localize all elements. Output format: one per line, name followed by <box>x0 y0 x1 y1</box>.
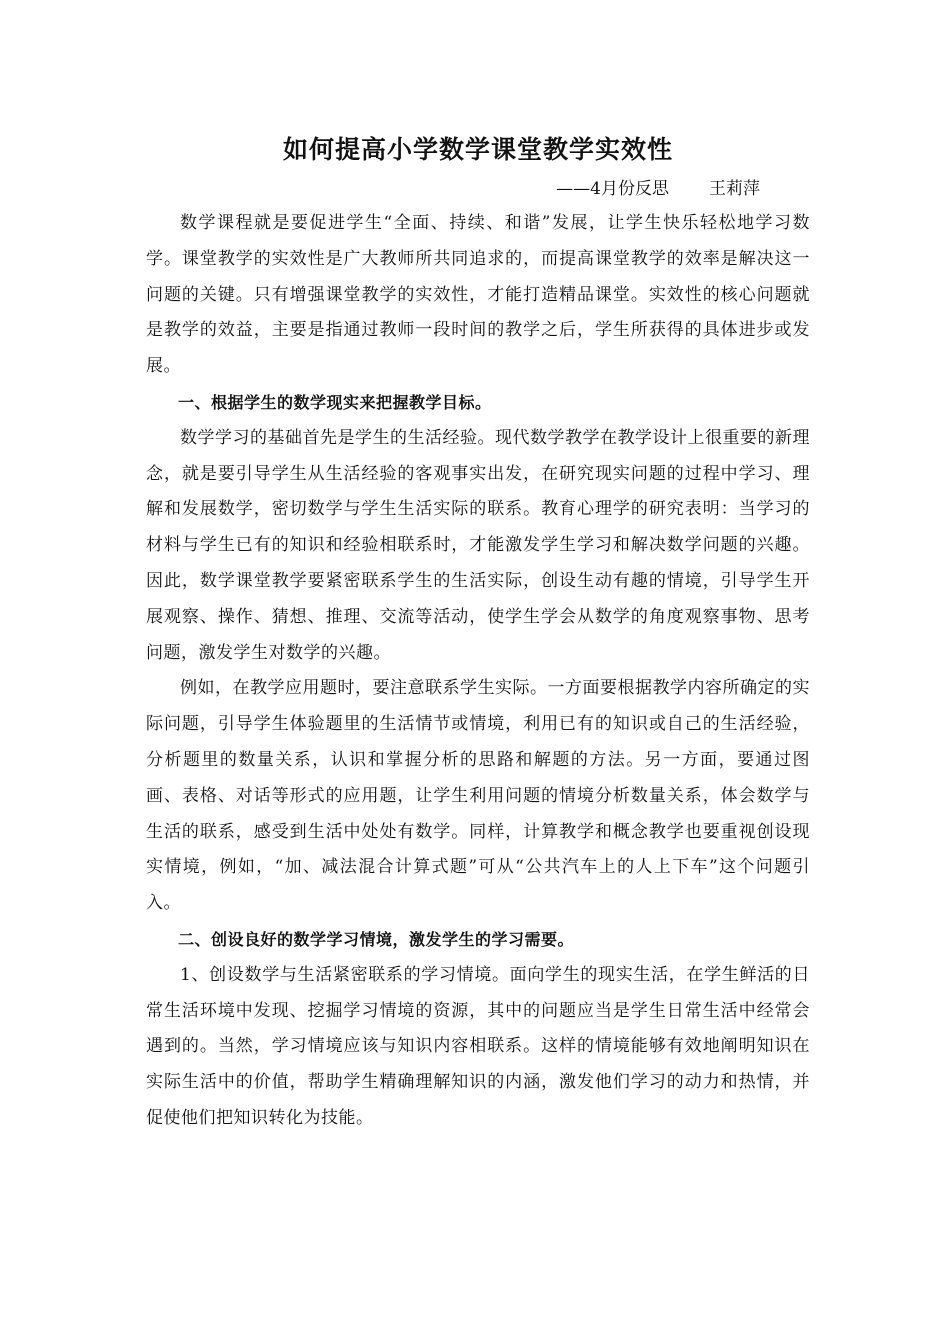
paragraph-section1-a: 数学学习的基础首先是学生的生活经验。现代数学教学在教学设计上很重要的新理念，就是要引导学生从生活经验的客观事实出发，在研究现实问题的过程中学习、理解和发展数学，密切数学与学生生活实际的联系。教育心理学的研究表明：当学习的材料与学生已有的知识和经验相联系时，才能激发学生学习和解决数学问题的兴趣。因此，数学课堂教学要紧密联系学生的生活实际，创设生动有趣的情境，引导学生开展观察、操作、猜想、推理、交流等活动，使学生学会从数学的角度观察事物、思考问题，激发学生对数学的兴趣。 <box>146 427 810 663</box>
paragraph-section2-a: 1、创设数学与生活紧密联系的学习情境。面向学生的现实生活，在学生鲜活的日常生活环境中发现、挖掘学习情境的资源，其中的问题应当是学生日常生活中经常会遇到的。当然，学习情境应该与知识内容相联系。这样的情境能够有效地阐明知识在实际生活中的价值，帮助学生精确理解知识的内涵，激发他们学习的动力和热情，并促使他们把知识转化为技能。 <box>146 964 810 1128</box>
byline <box>146 172 810 206</box>
section-heading-1: 一、根据学生的数学现实来把握教学目标。 <box>178 392 492 412</box>
author-name: 王莉萍 <box>709 179 760 199</box>
document-title: 如何提高小学数学课堂教学实效性 <box>282 135 673 164</box>
paragraph-intro: 数学课程就是要促进学生“全面、持续、和谐”发展，让学生快乐轻松地学习数学。课堂教学的实效性是广大教师所共同追求的，而提高课堂教学的效率是解决这一问题的关键。只有增强课堂教学的实效性，才能打造精品课堂。实效性的核心问题就是教学的效益，主要是指通过教师一段时间的教学之后，学生所获得的具体进步或发展。 <box>146 213 810 377</box>
paragraph-section1-b: 例如，在教学应用题时，要注意联系学生实际。一方面要根据教学内容所确定的实际问题，引导学生体验题里的生活情节或情境，利用已有的知识或自己的生活经验，分析题里的数量关系，认识和掌握分析的思路和解题的方法。另一方面，要通过图画、表格、对话等形式的应用题，让学生利用问题的情境分析数量关系，体会数学与生活的联系，感受到生活中处处有数学。同样，计算教学和概念教学也要重视创设现实情境，例如，“加、减法混合计算式题”可从“公共汽车上的人上下车”这个问题引入。 <box>146 678 810 914</box>
section-heading-2: 二、创设良好的数学学习情境，激发学生的学习需要。 <box>178 929 575 949</box>
byline-prefix: ——4月份反思 <box>556 179 669 199</box>
document-page <box>146 130 810 1137</box>
